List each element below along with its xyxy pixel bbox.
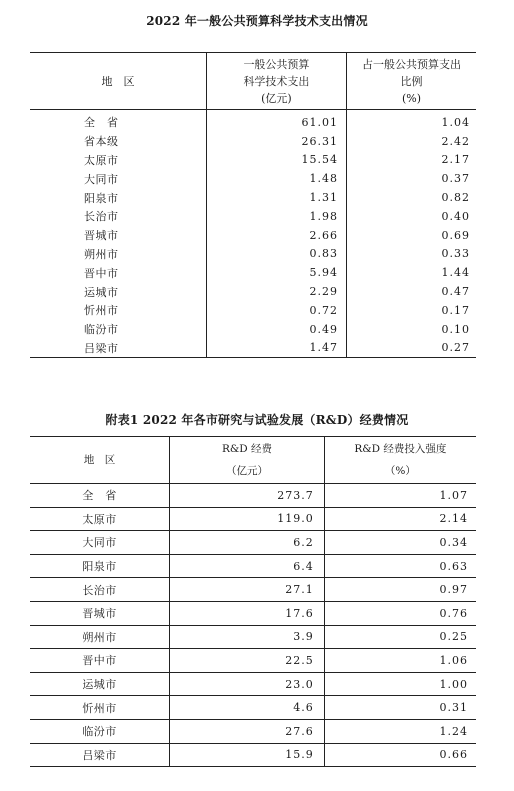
region-cell: 晋城市 [30, 601, 170, 625]
amount-cell: 22.5 [170, 649, 325, 673]
intensity-cell: 0.66 [439, 748, 468, 762]
table-row [30, 245, 476, 264]
intensity-cell: 1.07 [324, 484, 476, 508]
amount-cell: 26.31 [206, 132, 346, 151]
table2-header-rd-intensity-line1: R&D 经费投入强度 [354, 443, 447, 455]
intensity-cell: 0.76 [324, 601, 476, 625]
table1-title: 2022 年一般公共预算科学技术支出情况 [146, 14, 368, 28]
ratio-cell: 2.42 [441, 134, 470, 148]
ratio-cell: 0.40 [441, 209, 470, 223]
table-row [30, 132, 476, 151]
table-row [30, 625, 476, 649]
table-row [30, 696, 476, 720]
region-cell: 朔州市 [30, 625, 170, 649]
region-cell: 太原市 [30, 507, 170, 531]
region-cell: 长治市 [30, 578, 170, 602]
table2-header-row [30, 437, 476, 484]
table-row [30, 649, 476, 673]
region-cell: 大同市 [84, 172, 119, 186]
intensity-cell: 0.97 [324, 578, 476, 602]
region-cell: 吕梁市 [84, 341, 119, 355]
ratio-cell: 0.69 [441, 228, 470, 242]
ratio-cell: 1.04 [441, 115, 470, 129]
intensity-cell: 0.63 [324, 554, 476, 578]
table-row [30, 320, 476, 339]
amount-cell: 5.94 [206, 263, 346, 282]
table1-header-ratio-unit: (%) [401, 91, 421, 105]
intensity-cell: 0.25 [324, 625, 476, 649]
table-row [30, 151, 476, 170]
table2-header-rd-intensity [324, 437, 476, 484]
amount-cell: 6.4 [170, 554, 325, 578]
table-row [30, 743, 476, 767]
amount-cell: 6.2 [170, 531, 325, 555]
table-row [30, 531, 476, 555]
table1-header-expenditure-line1: 一般公共预算 [243, 57, 310, 71]
region-cell: 忻州市 [30, 696, 170, 720]
amount-cell: 0.83 [206, 245, 346, 264]
region-cell: 全 省 [30, 484, 170, 508]
table1-header-expenditure [206, 53, 346, 110]
table-row [30, 301, 476, 320]
ratio-cell: 0.17 [441, 303, 470, 317]
region-cell: 晋中市 [30, 649, 170, 673]
ratio-cell: 0.47 [441, 285, 470, 299]
table1-body [30, 110, 476, 358]
region-cell: 晋中市 [84, 266, 119, 280]
region-cell: 晋城市 [84, 229, 119, 243]
region-cell: 临汾市 [30, 719, 170, 743]
table-row [30, 719, 476, 743]
amount-cell: 4.6 [170, 696, 325, 720]
table-row [30, 110, 476, 132]
ratio-cell: 0.10 [441, 322, 470, 336]
ratio-cell: 0.33 [441, 247, 470, 261]
ratio-cell: 0.82 [441, 191, 470, 205]
table2-header-rd-expenditure-unit: （亿元） [225, 465, 268, 477]
region-cell: 阳泉市 [30, 554, 170, 578]
region-cell: 大同市 [30, 531, 170, 555]
region-cell: 阳泉市 [84, 191, 119, 205]
region-cell: 运城市 [84, 285, 119, 299]
table2-body [30, 484, 476, 767]
amount-cell: 15.54 [206, 151, 346, 170]
table2-header-rd-expenditure-line1: R&D 经费 [221, 443, 272, 455]
region-cell: 临汾市 [84, 323, 119, 337]
region-cell: 省本级 [84, 135, 119, 149]
amount-cell: 17.6 [170, 601, 325, 625]
intensity-cell: 1.00 [324, 672, 476, 696]
amount-cell: 2.29 [206, 282, 346, 301]
region-cell: 朔州市 [84, 247, 119, 261]
table-row [30, 672, 476, 696]
table-row [30, 578, 476, 602]
table1-header-ratio [346, 53, 476, 110]
table-row [30, 226, 476, 245]
amount-cell: 273.7 [170, 484, 325, 508]
ratio-cell: 2.17 [441, 153, 470, 167]
amount-cell: 1.98 [206, 207, 346, 226]
table1-header-region: 地 区 [30, 53, 206, 110]
intensity-cell: 2.14 [324, 507, 476, 531]
table1-header-expenditure-line2: 科学技术支出 [243, 74, 310, 88]
amount-cell: 1.47 [206, 339, 346, 358]
amount-cell: 2.66 [206, 226, 346, 245]
amount-cell: 3.9 [170, 625, 325, 649]
table-row [30, 339, 476, 358]
intensity-cell: 0.31 [324, 696, 476, 720]
amount-cell: 1.31 [206, 188, 346, 207]
intensity-cell: 1.24 [324, 719, 476, 743]
table-row [30, 282, 476, 301]
science-tech-expenditure-table [30, 52, 476, 358]
table1-header-ratio-line1: 占一般公共预算支出 [361, 57, 461, 71]
region-cell: 全 省 [84, 116, 119, 130]
table2-header-rd-intensity-unit: （%） [384, 465, 416, 477]
amount-cell: 15.9 [170, 743, 325, 767]
amount-cell: 119.0 [170, 507, 325, 531]
table1-header-ratio-line2: 比例 [400, 74, 423, 88]
amount-cell: 0.49 [206, 320, 346, 339]
amount-cell: 27.6 [170, 719, 325, 743]
table-row [30, 484, 476, 508]
table1-header-expenditure-unit: (亿元) [261, 91, 292, 105]
rd-expenditure-table [30, 436, 476, 767]
ratio-cell: 0.27 [441, 341, 470, 355]
table-row [30, 169, 476, 188]
region-cell: 太原市 [84, 153, 119, 167]
ratio-cell: 0.37 [441, 172, 470, 186]
amount-cell: 1.48 [206, 169, 346, 188]
amount-cell: 0.72 [206, 301, 346, 320]
table-row [30, 188, 476, 207]
table2-header-region: 地 区 [30, 437, 170, 484]
table-row [30, 554, 476, 578]
amount-cell: 61.01 [206, 110, 346, 132]
ratio-cell: 1.44 [441, 266, 470, 280]
amount-cell: 23.0 [170, 672, 325, 696]
region-cell: 运城市 [30, 672, 170, 696]
table1-header-row [30, 53, 476, 110]
table2-header-rd-expenditure [170, 437, 325, 484]
table2-title: 附表1 2022 年各市研究与试验发展（R&D）经费情况 [105, 413, 409, 427]
intensity-cell: 0.34 [324, 531, 476, 555]
table-row [30, 507, 476, 531]
table-row [30, 207, 476, 226]
amount-cell: 27.1 [170, 578, 325, 602]
region-cell: 忻州市 [84, 304, 119, 318]
table-row [30, 601, 476, 625]
region-cell: 吕梁市 [82, 748, 117, 762]
intensity-cell: 1.06 [324, 649, 476, 673]
region-cell: 长治市 [84, 210, 119, 224]
table-row [30, 263, 476, 282]
